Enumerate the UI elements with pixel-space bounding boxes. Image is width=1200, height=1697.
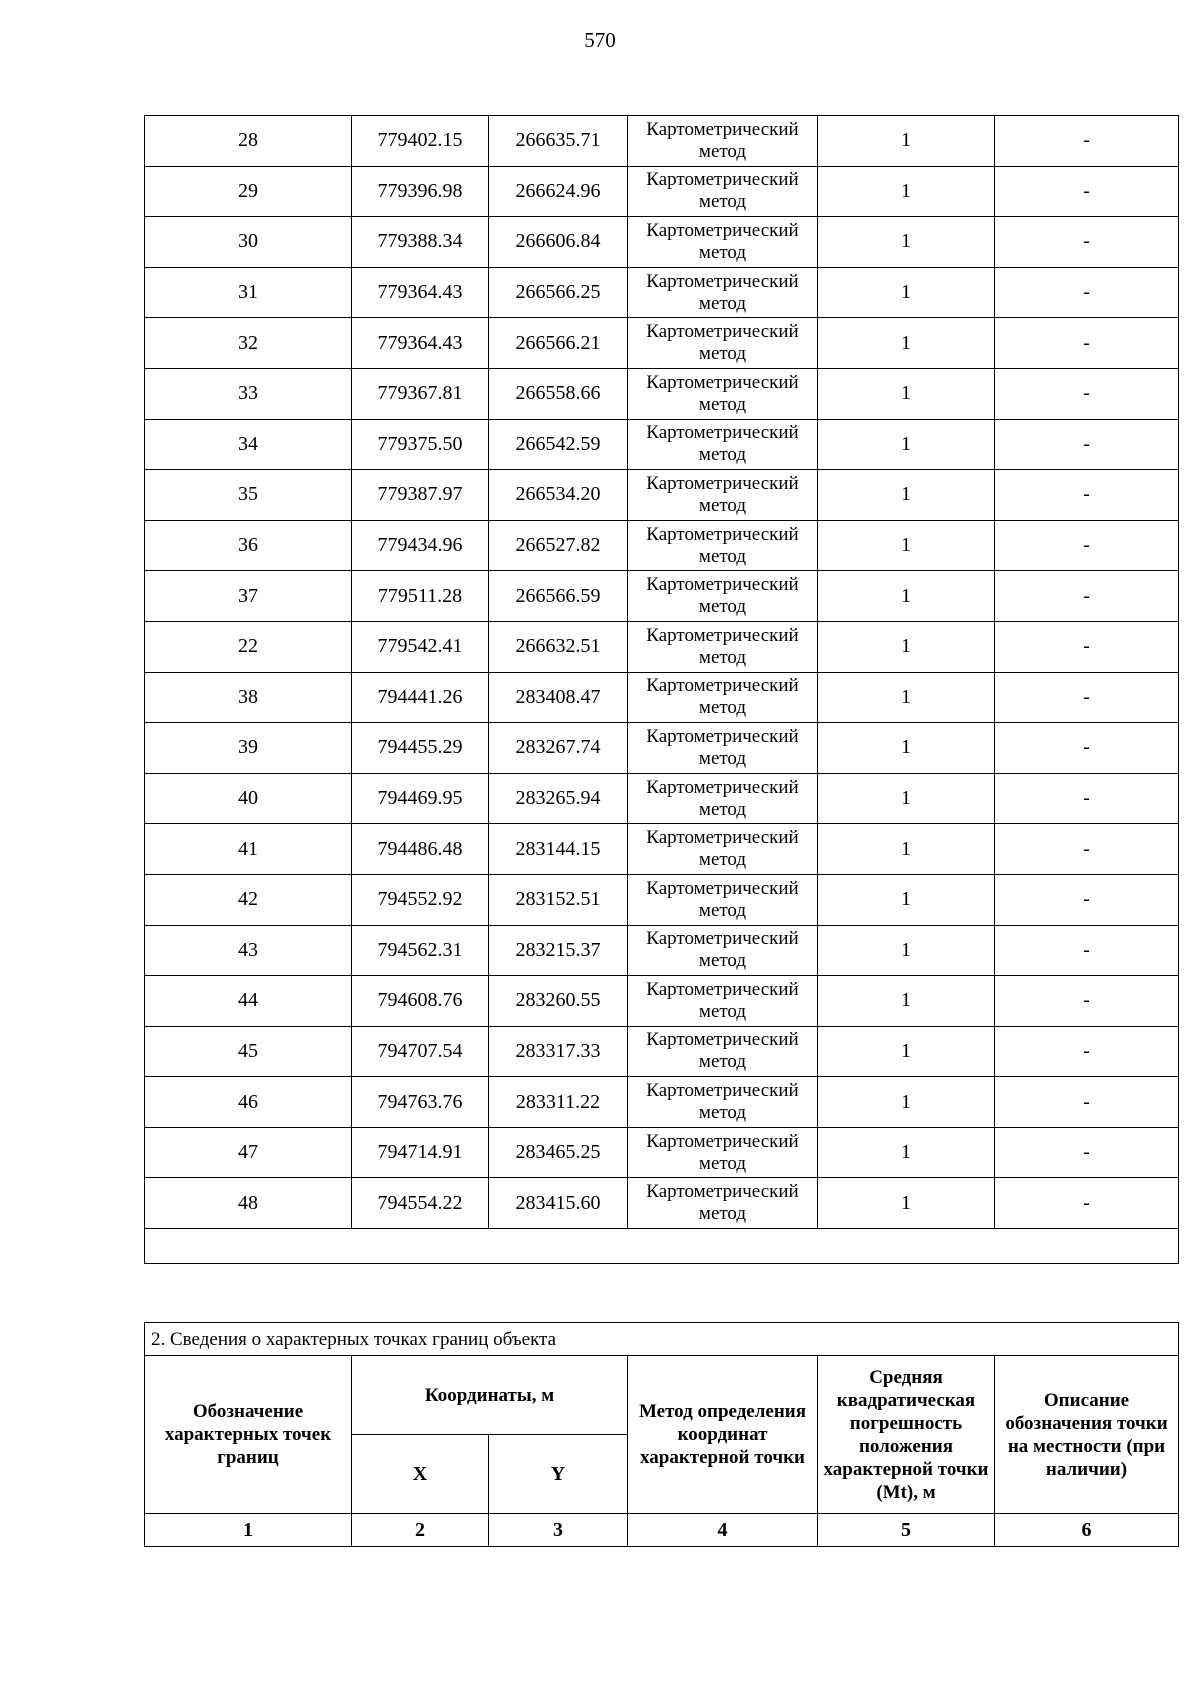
point-id-cell: 34 (145, 419, 352, 470)
y-coordinate-cell: 266534.20 (489, 470, 628, 521)
description-cell: - (995, 1077, 1179, 1128)
description-cell: - (995, 571, 1179, 622)
point-id-cell: 22 (145, 621, 352, 672)
method-cell: Картометрический метод (628, 217, 818, 268)
x-coordinate-cell: 794608.76 (352, 976, 489, 1027)
mt-cell: 1 (818, 925, 995, 976)
mt-cell: 1 (818, 116, 995, 167)
point-id-cell: 30 (145, 217, 352, 268)
mt-cell: 1 (818, 773, 995, 824)
table-row (145, 1178, 1179, 1229)
mt-cell: 1 (818, 368, 995, 419)
method-cell: Картометрический метод (628, 1178, 818, 1229)
x-coordinate-cell: 779375.50 (352, 419, 489, 470)
point-id-cell: 47 (145, 1127, 352, 1178)
x-coordinate-cell: 794469.95 (352, 773, 489, 824)
point-id-cell: 40 (145, 773, 352, 824)
table-row (145, 267, 1179, 318)
x-coordinate-cell: 794562.31 (352, 925, 489, 976)
method-cell: Картометрический метод (628, 368, 818, 419)
method-cell: Картометрический метод (628, 1077, 818, 1128)
empty-cell (145, 1229, 1179, 1264)
x-coordinate-cell: 779387.97 (352, 470, 489, 521)
column-number: 1 (145, 1514, 352, 1547)
point-id-cell: 29 (145, 166, 352, 217)
x-coordinate-cell: 779511.28 (352, 571, 489, 622)
method-cell: Картометрический метод (628, 1026, 818, 1077)
mt-cell: 1 (818, 976, 995, 1027)
point-id-cell: 39 (145, 723, 352, 774)
point-id-cell: 35 (145, 470, 352, 521)
y-coordinate-cell: 283144.15 (489, 824, 628, 875)
description-cell: - (995, 723, 1179, 774)
point-id-cell: 42 (145, 874, 352, 925)
section2-table (144, 1322, 1179, 1547)
table-row (145, 874, 1179, 925)
method-cell: Картометрический метод (628, 116, 818, 167)
x-coordinate-cell: 779364.43 (352, 267, 489, 318)
column-number: 2 (352, 1514, 489, 1547)
y-coordinate-cell: 283465.25 (489, 1127, 628, 1178)
mt-cell: 1 (818, 672, 995, 723)
description-cell: - (995, 166, 1179, 217)
y-coordinate-cell: 283311.22 (489, 1077, 628, 1128)
method-cell: Картометрический метод (628, 874, 818, 925)
table-row (145, 976, 1179, 1027)
mt-cell: 1 (818, 318, 995, 369)
table-row (145, 773, 1179, 824)
mt-cell: 1 (818, 1178, 995, 1229)
x-coordinate-cell: 794441.26 (352, 672, 489, 723)
x-coordinate-cell: 794714.91 (352, 1127, 489, 1178)
description-cell: - (995, 419, 1179, 470)
point-id-cell: 43 (145, 925, 352, 976)
y-coordinate-cell: 266624.96 (489, 166, 628, 217)
header-description: Описание обозначения точки на местности (при наличии) (995, 1356, 1179, 1514)
description-cell: - (995, 976, 1179, 1027)
description-cell: - (995, 824, 1179, 875)
y-coordinate-cell: 283260.55 (489, 976, 628, 1027)
mt-cell: 1 (818, 723, 995, 774)
x-coordinate-cell: 794455.29 (352, 723, 489, 774)
section2-title: 2. Сведения о характерных точках границ объекта (145, 1323, 1179, 1356)
method-cell: Картометрический метод (628, 672, 818, 723)
header-y: Y (489, 1435, 628, 1514)
empty-row (145, 1229, 1179, 1264)
y-coordinate-cell: 283408.47 (489, 672, 628, 723)
point-id-cell: 32 (145, 318, 352, 369)
mt-cell: 1 (818, 520, 995, 571)
description-cell: - (995, 217, 1179, 268)
mt-cell: 1 (818, 824, 995, 875)
x-coordinate-cell: 779367.81 (352, 368, 489, 419)
description-cell: - (995, 773, 1179, 824)
table-row (145, 621, 1179, 672)
table-row (145, 1026, 1179, 1077)
y-coordinate-cell: 266566.21 (489, 318, 628, 369)
column-number: 3 (489, 1514, 628, 1547)
column-number: 4 (628, 1514, 818, 1547)
column-number: 5 (818, 1514, 995, 1547)
table-row (145, 368, 1179, 419)
header-coordinates: Координаты, м (352, 1356, 628, 1435)
method-cell: Картометрический метод (628, 166, 818, 217)
y-coordinate-cell: 283415.60 (489, 1178, 628, 1229)
table-row (145, 1077, 1179, 1128)
description-cell: - (995, 116, 1179, 167)
mt-cell: 1 (818, 874, 995, 925)
x-coordinate-cell: 779542.41 (352, 621, 489, 672)
y-coordinate-cell: 283317.33 (489, 1026, 628, 1077)
header-x: X (352, 1435, 489, 1514)
point-id-cell: 48 (145, 1178, 352, 1229)
header-mt: Средняя квадратическая погрешность положения характерной точки (Mt), м (818, 1356, 995, 1514)
point-id-cell: 38 (145, 672, 352, 723)
point-id-cell: 37 (145, 571, 352, 622)
mt-cell: 1 (818, 1026, 995, 1077)
point-id-cell: 45 (145, 1026, 352, 1077)
x-coordinate-cell: 794763.76 (352, 1077, 489, 1128)
point-id-cell: 41 (145, 824, 352, 875)
x-coordinate-cell: 779364.43 (352, 318, 489, 369)
y-coordinate-cell: 266542.59 (489, 419, 628, 470)
table-row (145, 571, 1179, 622)
table-row (145, 116, 1179, 167)
method-cell: Картометрический метод (628, 976, 818, 1027)
description-cell: - (995, 672, 1179, 723)
method-cell: Картометрический метод (628, 621, 818, 672)
y-coordinate-cell: 266606.84 (489, 217, 628, 268)
table-row (145, 723, 1179, 774)
description-cell: - (995, 874, 1179, 925)
table-row (145, 470, 1179, 521)
table-row (145, 166, 1179, 217)
header-designation: Обозначение характерных точек границ (145, 1356, 352, 1514)
x-coordinate-cell: 794707.54 (352, 1026, 489, 1077)
mt-cell: 1 (818, 1127, 995, 1178)
method-cell: Картометрический метод (628, 267, 818, 318)
table-row (145, 824, 1179, 875)
x-coordinate-cell: 779388.34 (352, 217, 489, 268)
y-coordinate-cell: 283267.74 (489, 723, 628, 774)
method-cell: Картометрический метод (628, 470, 818, 521)
mt-cell: 1 (818, 571, 995, 622)
description-cell: - (995, 470, 1179, 521)
method-cell: Картометрический метод (628, 925, 818, 976)
y-coordinate-cell: 266635.71 (489, 116, 628, 167)
method-cell: Картометрический метод (628, 1127, 818, 1178)
description-cell: - (995, 267, 1179, 318)
point-id-cell: 44 (145, 976, 352, 1027)
x-coordinate-cell: 794554.22 (352, 1178, 489, 1229)
point-id-cell: 46 (145, 1077, 352, 1128)
description-cell: - (995, 1178, 1179, 1229)
point-id-cell: 33 (145, 368, 352, 419)
x-coordinate-cell: 779396.98 (352, 166, 489, 217)
mt-cell: 1 (818, 621, 995, 672)
mt-cell: 1 (818, 267, 995, 318)
point-id-cell: 28 (145, 116, 352, 167)
mt-cell: 1 (818, 419, 995, 470)
table-row (145, 318, 1179, 369)
method-cell: Картометрический метод (628, 824, 818, 875)
y-coordinate-cell: 266558.66 (489, 368, 628, 419)
mt-cell: 1 (818, 470, 995, 521)
page-number: 570 (584, 28, 616, 52)
x-coordinate-cell: 794552.92 (352, 874, 489, 925)
description-cell: - (995, 621, 1179, 672)
description-cell: - (995, 520, 1179, 571)
method-cell: Картометрический метод (628, 723, 818, 774)
header-method: Метод определения координат характерной точки (628, 1356, 818, 1514)
table-row (145, 419, 1179, 470)
table-row (145, 1127, 1179, 1178)
method-cell: Картометрический метод (628, 571, 818, 622)
description-cell: - (995, 925, 1179, 976)
method-cell: Картометрический метод (628, 318, 818, 369)
y-coordinate-cell: 266566.59 (489, 571, 628, 622)
x-coordinate-cell: 779434.96 (352, 520, 489, 571)
point-id-cell: 31 (145, 267, 352, 318)
x-coordinate-cell: 779402.15 (352, 116, 489, 167)
y-coordinate-cell: 266527.82 (489, 520, 628, 571)
column-number: 6 (995, 1514, 1179, 1547)
y-coordinate-cell: 266632.51 (489, 621, 628, 672)
y-coordinate-cell: 283215.37 (489, 925, 628, 976)
method-cell: Картометрический метод (628, 773, 818, 824)
description-cell: - (995, 318, 1179, 369)
table-row (145, 925, 1179, 976)
y-coordinate-cell: 266566.25 (489, 267, 628, 318)
method-cell: Картометрический метод (628, 520, 818, 571)
method-cell: Картометрический метод (628, 419, 818, 470)
y-coordinate-cell: 283265.94 (489, 773, 628, 824)
mt-cell: 1 (818, 166, 995, 217)
description-cell: - (995, 368, 1179, 419)
mt-cell: 1 (818, 217, 995, 268)
description-cell: - (995, 1127, 1179, 1178)
table-row (145, 520, 1179, 571)
point-id-cell: 36 (145, 520, 352, 571)
y-coordinate-cell: 283152.51 (489, 874, 628, 925)
x-coordinate-cell: 794486.48 (352, 824, 489, 875)
points-table (144, 115, 1179, 1264)
table-row (145, 217, 1179, 268)
mt-cell: 1 (818, 1077, 995, 1128)
table-row (145, 672, 1179, 723)
description-cell: - (995, 1026, 1179, 1077)
